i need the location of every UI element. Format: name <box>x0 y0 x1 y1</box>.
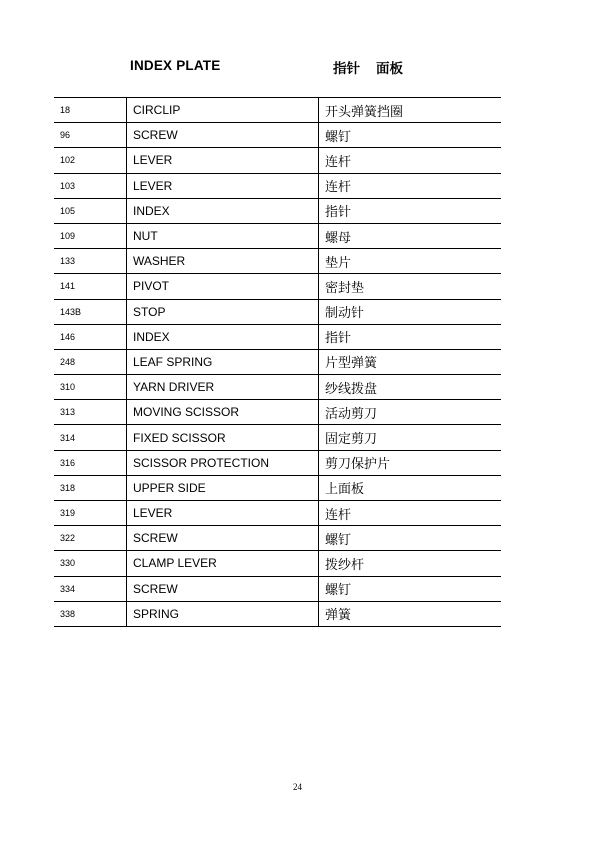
page-number: 24 <box>293 782 302 792</box>
part-number-cell: 102 <box>54 148 127 173</box>
table-row <box>54 425 501 450</box>
part-name-english-cell: INDEX <box>127 198 319 223</box>
part-number-cell: 334 <box>54 576 127 601</box>
part-name-chinese-cell: 片型弹簧 <box>319 349 502 374</box>
part-name-english-cell: SCREW <box>127 576 319 601</box>
part-name-chinese-cell: 连杆 <box>319 173 502 198</box>
part-number-cell: 316 <box>54 450 127 475</box>
part-name-english-cell: WASHER <box>127 249 319 274</box>
part-name-english-cell: FIXED SCISSOR <box>127 425 319 450</box>
part-number-cell: 133 <box>54 249 127 274</box>
part-name-chinese-cell: 开头弹簧挡圈 <box>319 98 502 123</box>
table-row <box>54 501 501 526</box>
part-name-english-cell: SCREW <box>127 526 319 551</box>
part-number-cell: 313 <box>54 400 127 425</box>
part-name-english-cell: LEVER <box>127 501 319 526</box>
page-title-chinese <box>333 57 403 77</box>
part-name-chinese-cell: 制动针 <box>319 299 502 324</box>
part-number-cell: 96 <box>54 123 127 148</box>
part-name-english-cell: NUT <box>127 223 319 248</box>
part-name-english-cell: UPPER SIDE <box>127 475 319 500</box>
part-number-cell: 310 <box>54 375 127 400</box>
part-name-english-cell: LEAF SPRING <box>127 349 319 374</box>
part-number-cell: 18 <box>54 98 127 123</box>
part-name-chinese-cell: 螺钉 <box>319 526 502 551</box>
table-row <box>54 223 501 248</box>
part-number-cell: 319 <box>54 501 127 526</box>
part-name-english-cell: LEVER <box>127 148 319 173</box>
table-row <box>54 375 501 400</box>
table-row <box>54 576 501 601</box>
part-number-cell: 103 <box>54 173 127 198</box>
part-name-english-cell: YARN DRIVER <box>127 375 319 400</box>
part-name-chinese-cell: 密封垫 <box>319 274 502 299</box>
parts-table <box>54 97 501 627</box>
table-row <box>54 299 501 324</box>
table-row <box>54 249 501 274</box>
part-name-chinese-cell: 垫片 <box>319 249 502 274</box>
part-number-cell: 330 <box>54 551 127 576</box>
part-name-english-cell: CIRCLIP <box>127 98 319 123</box>
part-number-cell: 322 <box>54 526 127 551</box>
part-number-cell: 146 <box>54 324 127 349</box>
part-number-cell: 338 <box>54 601 127 626</box>
part-name-english-cell: SCISSOR PROTECTION <box>127 450 319 475</box>
part-name-chinese-cell: 螺母 <box>319 223 502 248</box>
part-name-english-cell: PIVOT <box>127 274 319 299</box>
part-number-cell: 141 <box>54 274 127 299</box>
part-name-chinese-cell: 固定剪刀 <box>319 425 502 450</box>
part-name-chinese-cell: 指针 <box>319 198 502 223</box>
part-name-chinese-cell: 连杆 <box>319 501 502 526</box>
part-name-english-cell: CLAMP LEVER <box>127 551 319 576</box>
table-row <box>54 148 501 173</box>
part-name-chinese-cell: 弹簧 <box>319 601 502 626</box>
part-name-chinese-cell: 连杆 <box>319 148 502 173</box>
table-row <box>54 526 501 551</box>
parts-table-body <box>54 98 501 627</box>
table-row <box>54 123 501 148</box>
page-title-english: INDEX PLATE <box>130 58 221 73</box>
part-number-cell: 105 <box>54 198 127 223</box>
part-number-cell: 109 <box>54 223 127 248</box>
table-row <box>54 349 501 374</box>
table-row <box>54 475 501 500</box>
part-name-chinese-cell: 上面板 <box>319 475 502 500</box>
part-name-english-cell: SPRING <box>127 601 319 626</box>
part-name-english-cell: MOVING SCISSOR <box>127 400 319 425</box>
part-number-cell: 143B <box>54 299 127 324</box>
part-name-chinese-cell: 拨纱杆 <box>319 551 502 576</box>
table-row <box>54 400 501 425</box>
part-number-cell: 314 <box>54 425 127 450</box>
part-name-chinese-cell: 纱线拨盘 <box>319 375 502 400</box>
part-name-english-cell: SCREW <box>127 123 319 148</box>
part-name-chinese-cell: 螺钉 <box>319 123 502 148</box>
part-name-english-cell: LEVER <box>127 173 319 198</box>
page-title-chinese-part-2: 面板 <box>376 61 403 77</box>
table-row <box>54 198 501 223</box>
part-name-chinese-cell: 指针 <box>319 324 502 349</box>
part-number-cell: 318 <box>54 475 127 500</box>
table-row <box>54 173 501 198</box>
table-row <box>54 98 501 123</box>
part-number-cell: 248 <box>54 349 127 374</box>
part-name-chinese-cell: 剪刀保护片 <box>319 450 502 475</box>
table-row <box>54 551 501 576</box>
part-name-english-cell: INDEX <box>127 324 319 349</box>
part-name-english-cell: STOP <box>127 299 319 324</box>
page-title-chinese-part-1: 指针 <box>333 61 360 77</box>
table-row <box>54 324 501 349</box>
part-name-chinese-cell: 活动剪刀 <box>319 400 502 425</box>
part-name-chinese-cell: 螺钉 <box>319 576 502 601</box>
table-row <box>54 450 501 475</box>
table-row <box>54 601 501 626</box>
table-row <box>54 274 501 299</box>
